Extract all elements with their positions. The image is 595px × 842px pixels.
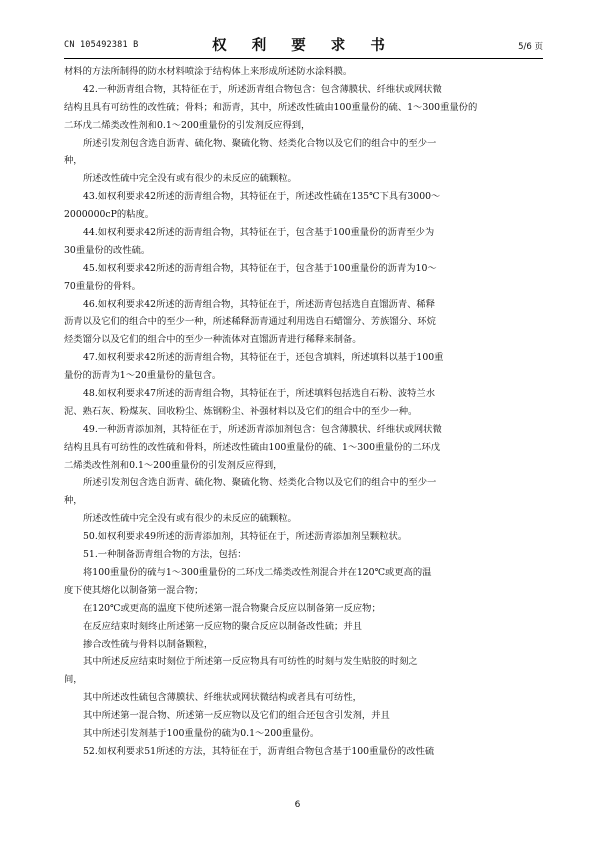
text-line: 50.如权利要求49所述的沥青添加剂，其特征在于，所述沥青添加剂呈颗粒状。	[83, 531, 408, 543]
text-line: 沥青以及它们的组合中的至少一种，所述稀释沥青通过利用选自石蜡馏分、芳族馏分、环烷	[64, 316, 436, 328]
text-line: 在120℃或更高的温度下使所述第一混合物聚合反应以制备第一反应物；	[83, 602, 381, 614]
text-line: 间，	[64, 674, 83, 686]
text-line: 其中所述引发剂基于100重量份的硫为0.1～200重量份。	[83, 727, 320, 739]
text-line: 所述改性硫中完全没有或有很少的未反应的硫颗粒。	[83, 173, 297, 185]
text-line: 47.如权利要求42所述的沥青组合物，其特征在于，还包含填料，所述填料以基于100重	[83, 352, 444, 364]
text-line: 在反应结束时刻终止所述第一反应物的聚合反应以制备改性硫；并且	[83, 620, 362, 632]
text-line: 掺合改性硫与骨料以制备颗粒，	[83, 638, 214, 650]
page-header	[64, 34, 543, 56]
text-line: 材料的方法所制得的防水材料喷涂于结构体上来形成所述防水涂料膜。	[64, 66, 353, 77]
text-line: 所述改性硫中完全没有或有很少的未反应的硫颗粒。	[83, 513, 297, 525]
page-indicator: 5/6 页	[518, 42, 543, 52]
text-line: 种，	[64, 155, 83, 167]
text-line: 42.一种沥青组合物，其特征在于，所述沥青组合物包含：包含薄膜状、纤维状或网状微	[83, 83, 442, 95]
publication-number: CN 105492381 B	[64, 40, 139, 50]
text-line: 所述引发剂包含选自沥青、硫化物、聚硫化物、烃类化合物以及它们的组合中的至少一	[83, 137, 437, 149]
text-line: 其中所述改性硫包含薄膜状、纤维状或网状微结构或者具有可纺性，	[83, 692, 362, 704]
text-line: 所述引发剂包含选自沥青、硫化物、聚硫化物、烃类化合物以及它们的组合中的至少一	[83, 477, 437, 489]
text-line: 51.一种制备沥青组合物的方法，包括：	[83, 549, 247, 561]
text-line: 46.如权利要求42所述的沥青组合物，其特征在于，所述沥青包括选自直馏沥青、稀释	[83, 298, 436, 310]
text-line: 量份的沥青为1～20重量份的量包含。	[64, 370, 222, 382]
text-line: 2000000cP的粘度。	[64, 209, 155, 221]
text-line: 52.如权利要求51所述的方法，其特征在于，沥青组合物包含基于100重量份的改性硫	[83, 745, 435, 757]
text-line: 度下使其熔化以制备第一混合物；	[64, 584, 204, 596]
claims-body	[64, 63, 543, 761]
document-title: 权 利 要 求 书	[212, 37, 395, 54]
text-line: 二环戊二烯类改性剂和0.1～200重量份的引发剂反应得到，	[64, 119, 311, 131]
text-line: 其中所述反应结束时刻位于所述第一反应物具有可纺性的时刻与发生贴胶的时刻之	[83, 656, 418, 668]
text-line: 45.如权利要求42所述的沥青组合物，其特征在于，包含基于100重量份的沥青为10～	[83, 262, 437, 274]
text-line: 48.如权利要求47所述的沥青组合物，其特征在于，所述填料包括选自石粉、波特兰水	[83, 388, 436, 400]
text-line: 44.如权利要求42所述的沥青组合物，其特征在于，包含基于100重量份的沥青至少为	[83, 227, 435, 239]
text-line: 烃类馏分以及它们的组合中的至少一种流体对直馏沥青进行稀释来制备。	[64, 334, 362, 346]
text-line: 70重量份的骨料。	[64, 280, 141, 292]
text-line: 将100重量份的硫与1～300重量份的二环戊二烯类改性剂混合并在120℃或更高的温	[83, 566, 432, 578]
text-line: 43.如权利要求42所述的沥青组合物，其特征在于，所述改性硫在135℃下具有3000～	[83, 191, 441, 203]
text-line: 种，	[64, 495, 83, 507]
text-line: 49.一种沥青添加剂，其特征在于，所述沥青添加剂包含：包含薄膜状、纤维状或网状微	[83, 423, 442, 435]
page-number: 6	[294, 800, 301, 810]
text-line: 结构且具有可纺性的改性硫；骨料；和沥青，其中，所述改性硫由100重量份的硫、1～300重量份的	[64, 101, 478, 113]
text-line: 其中所述第一混合物、所述第一反应物以及它们的组合还包含引发剂，并且	[83, 710, 390, 722]
text-line: 30重量份的改性硫。	[64, 244, 151, 256]
text-line: 结构且具有可纺性的改性硫和骨料，所述改性硫由100重量份的硫、1～300重量份的二环戊	[64, 441, 441, 453]
text-line: 泥、熟石灰、粉煤灰、回收粉尘、炼钢粉尘、补强材料以及它们的组合中的至少一种。	[64, 405, 418, 417]
header-divider	[64, 58, 543, 59]
text-line: 二烯类改性剂和0.1～200重量份的引发剂反应得到，	[64, 459, 283, 471]
